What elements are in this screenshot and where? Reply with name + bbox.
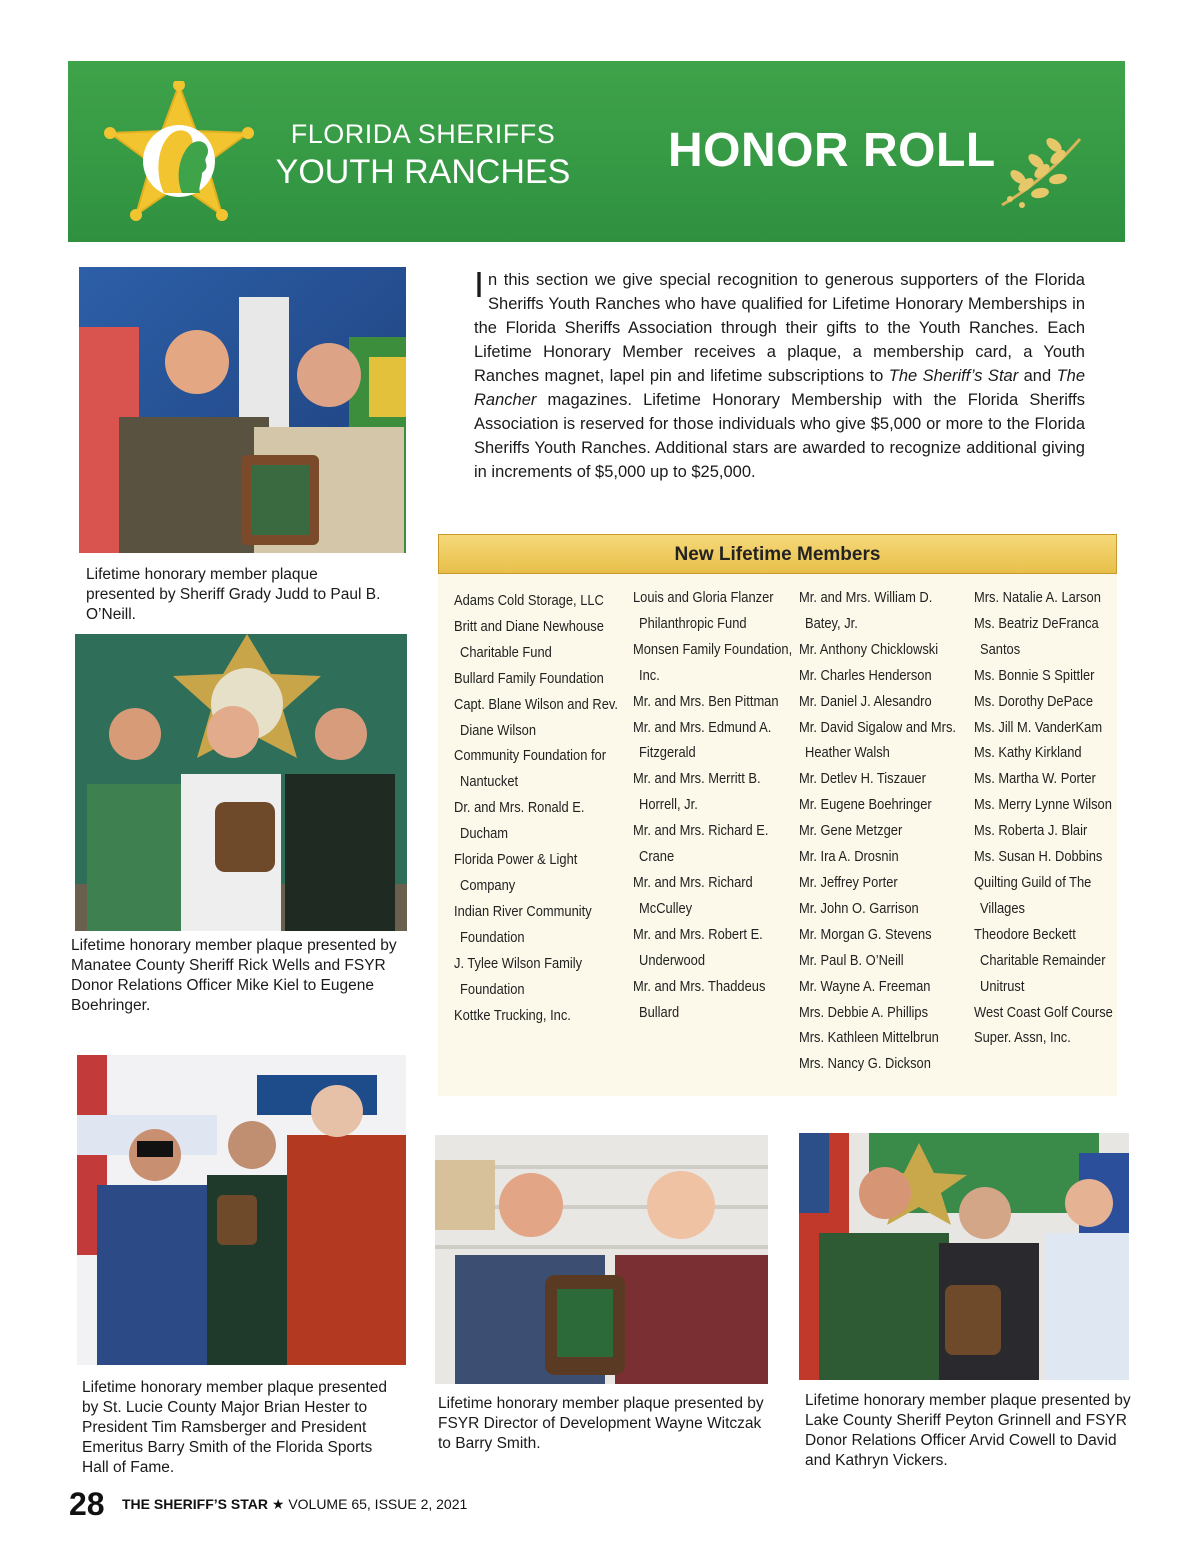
member-entry: Mr. Eugene Boehringer	[799, 796, 932, 814]
member-entry: Mrs. Natalie A. Larson	[974, 589, 1101, 606]
member-entry: Mr. and Mrs. Merritt B. Horrell, Jr.	[633, 770, 761, 814]
member-entry: Ms. Martha W. Porter	[974, 770, 1096, 788]
member-entry: Mr. and Mrs. Richard E. Crane	[633, 822, 769, 866]
member-entry: Mrs. Debbie A. Phillips	[799, 1003, 929, 1021]
laurel-branch-icon	[996, 133, 1086, 213]
member-entry: Mrs. Kathleen Mittelbrun	[799, 1029, 939, 1047]
caption-photo1: Lifetime honorary member plaque presented by Sheriff Grady Judd to Paul B. O’Neill.	[86, 566, 381, 623]
intro-paragraph	[474, 264, 1085, 484]
org-name-line1: FLORIDA SHERIFFS	[290, 119, 556, 149]
member-entry: Ms. Susan H. Dobbins	[974, 848, 1103, 866]
member-entry: Indian River Community Foundation	[454, 902, 592, 946]
intro-text-2: and	[1018, 367, 1057, 385]
member-entry: Community Foundation for Nantucket	[454, 747, 607, 791]
member-entry: Mr. Paul B. O’Neill	[799, 951, 904, 969]
member-entry: Dr. and Mrs. Ronald E. Ducham	[454, 799, 585, 843]
member-entry: Ms. Jill M. VanderKam	[974, 718, 1103, 736]
member-entry: Capt. Blane Wilson and Rev. Diane Wilson	[454, 695, 618, 739]
member-entry: Mr. Charles Henderson	[799, 666, 932, 684]
member-entry: Mr. Wayne A. Freeman	[799, 977, 931, 995]
member-entry: Mr. and Mrs. William D. Batey, Jr.	[799, 589, 933, 632]
member-entry: Mr. and Mrs. Robert E. Underwood	[633, 925, 763, 969]
member-entry: Mr. and Mrs. Thaddeus Bullard	[633, 977, 766, 1021]
members-column-3	[799, 585, 971, 1077]
members-column-4	[974, 585, 1120, 1051]
member-entry: Mr. Ira A. Drosnin	[799, 848, 899, 866]
member-entry: Mr. Gene Metzger	[799, 822, 903, 840]
caption-photo5: Lifetime honorary member plaque presented by Lake County Sheriff Peyton Grinnell and FSYR Donor Relations Officer Arvid Cowell to David and Kathryn Vickers.	[805, 1392, 1131, 1469]
member-entry: Ms. Merry Lynne Wilson	[974, 796, 1112, 814]
member-entry: West Coast Golf Course	[974, 1003, 1113, 1021]
page-number: 28	[69, 1486, 105, 1522]
member-entry: Florida Power & Light Company	[454, 851, 578, 894]
member-entry: Adams Cold Storage, LLC	[454, 592, 604, 609]
member-entry: Theodore Beckett Charitable Remainder Unitrust	[974, 925, 1106, 995]
intro-text-1: n this section we give special recognition to generous supporters of the Florida Sheriffs Youth Ranches who have qualified for Lifetime Honorary Memberships in the Florida Sheriffs Association through their gifts to the Youth Ranches. Each Lifetime Honorary Member receives a plaque, a membership card, a Youth Ranches magnet, lapel pin and lifetime subscriptions to	[474, 271, 1085, 385]
members-column-1	[454, 588, 619, 1028]
intro-italic-rancher: The Rancher	[474, 367, 1085, 409]
photo-hester-ramsberger-smith	[77, 1055, 406, 1365]
member-entry: Mr. and Mrs. Richard McCulley	[633, 873, 753, 917]
header-banner	[68, 61, 1125, 242]
photo-judd-oneill	[79, 267, 406, 553]
intro-italic-sheriffs-star: The Sheriff’s Star	[888, 367, 1019, 385]
member-entry: Ms. Beatriz DeFranca Santos	[974, 614, 1099, 658]
new-lifetime-members-box	[438, 534, 1117, 1096]
member-entry: Ms. Kathy Kirkland	[974, 744, 1082, 762]
member-entry: Louis and Gloria Flanzer Philanthropic Fund	[633, 589, 774, 632]
member-entry: Mrs. Nancy G. Dickson	[799, 1055, 931, 1073]
member-entry: Ms. Bonnie S Spittler	[974, 666, 1095, 684]
issue-info: VOLUME 65, ISSUE 2, 2021	[288, 1496, 468, 1512]
member-entry: J. Tylee Wilson Family Foundation	[454, 954, 583, 998]
member-entry: Bullard Family Foundation	[454, 669, 604, 687]
member-entry: Mr. Daniel J. Alesandro	[799, 692, 932, 710]
member-entry: Super. Assn, Inc.	[974, 1029, 1071, 1047]
caption-photo3: Lifetime honorary member plaque presented by St. Lucie County Major Brian Hester to President Tim Ramsberger and President Emeritus Barry Smith of the Florida Sports Hall of Fame.	[82, 1379, 388, 1476]
caption-photo4: Lifetime honorary member plaque presented by FSYR Director of Development Wayne Witczak to Barry Smith.	[438, 1395, 764, 1452]
member-entry: Mr. Morgan G. Stevens	[799, 925, 932, 943]
drop-cap: I	[474, 264, 485, 305]
members-column-2	[633, 585, 798, 1025]
member-entry: Ms. Roberta J. Blair	[974, 822, 1088, 840]
page-title: HONOR ROLL	[668, 124, 996, 177]
member-entry: Mr. Jeffrey Porter	[799, 873, 898, 891]
member-entry: Quilting Guild of The Villages	[974, 873, 1092, 917]
member-entry: Mr. Anthony Chicklowski	[799, 640, 939, 658]
photo-wells-kiel-boehringer	[75, 634, 407, 931]
caption-photo2: Lifetime honorary member plaque presented by Manatee County Sheriff Rick Wells and FSYR Donor Relations Officer Mike Kiel to Eugene Boehringer.	[71, 937, 397, 1014]
photo-witczak-smith	[435, 1135, 768, 1384]
member-entry: Ms. Dorothy DePace	[974, 692, 1094, 710]
member-entry: Mr. John O. Garrison	[799, 899, 919, 917]
member-entry: Britt and Diane Newhouse Charitable Fund	[454, 617, 604, 661]
member-entry: Mr. David Sigalow and Mrs. Heather Walsh	[799, 718, 957, 762]
members-heading: New Lifetime Members	[438, 534, 1117, 574]
footer-publication-line	[122, 1496, 467, 1513]
member-entry: Kottke Trucking, Inc.	[454, 1006, 571, 1024]
member-entry: Mr. and Mrs. Edmund A. Fitzgerald	[633, 718, 772, 762]
sheriff-star-logo-icon	[104, 81, 254, 223]
photo-grinnell-cowell-vickers	[799, 1133, 1129, 1380]
star-icon: ★	[271, 1496, 285, 1512]
member-entry: Mr. Detlev H. Tiszauer	[799, 770, 926, 788]
publication-name: THE SHERIFF’S STAR	[122, 1496, 268, 1512]
member-entry: Mr. and Mrs. Ben Pittman	[633, 692, 779, 710]
member-entry: Monsen Family Foundation, Inc.	[633, 640, 793, 684]
org-name-line2: YOUTH RANCHES	[275, 153, 571, 191]
intro-text-3: magazines. Lifetime Honorary Membership with the Florida Sheriffs Association is reserved for those individuals who give $5,000 or more to the Florida Sheriffs Youth Ranches. Additional stars are awarded to recognize additional giving in increments of $5,000 up to $25,000.	[474, 391, 1085, 481]
